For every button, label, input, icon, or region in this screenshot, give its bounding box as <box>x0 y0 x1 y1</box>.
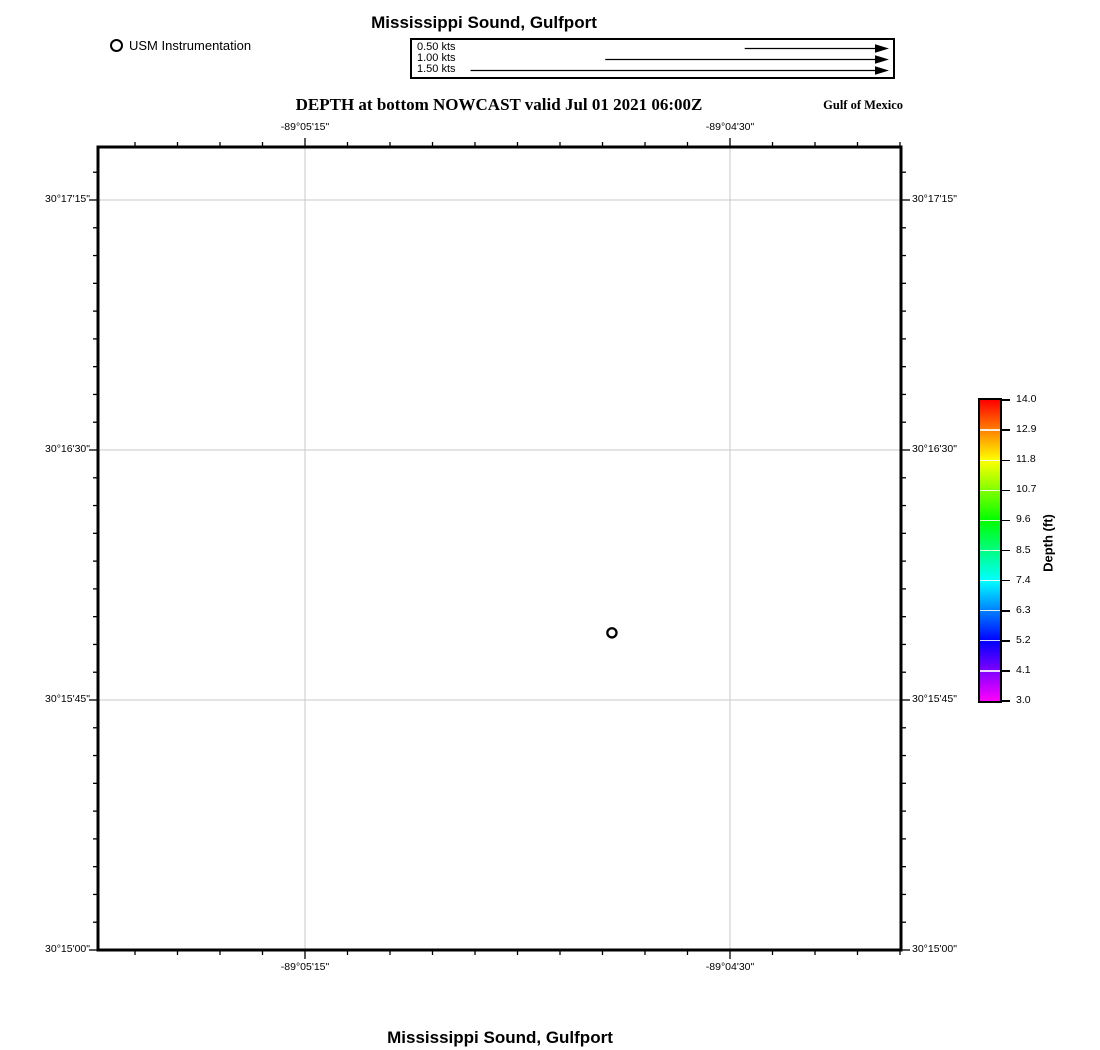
colorbar-tick <box>1002 640 1010 642</box>
x-tick-label-bottom: -89°04'30" <box>705 961 755 973</box>
colorbar-tick <box>1002 610 1010 612</box>
plot-subtitle: DEPTH at bottom NOWCAST valid Jul 01 2021 06:00Z <box>295 95 703 114</box>
station-legend <box>110 38 251 53</box>
colorbar-divider <box>980 490 1000 491</box>
colorbar-tick-label: 7.4 <box>1016 573 1031 586</box>
speed-scale-arrows <box>412 40 893 77</box>
station-marker <box>607 628 616 637</box>
colorbar-tick <box>1002 670 1010 672</box>
speed-scale-entry: 0.50 kts <box>417 41 456 53</box>
y-tick-label-left: 30°15'45" <box>45 693 90 705</box>
colorbar-divider <box>980 520 1000 521</box>
speed-scale-box <box>410 38 895 79</box>
colorbar-tick <box>1002 429 1010 431</box>
colorbar-tick <box>1002 520 1010 522</box>
speed-arrow-head-icon <box>875 55 889 64</box>
colorbar-tick-label: 3.0 <box>1016 694 1031 706</box>
colorbar-tick <box>1002 550 1010 552</box>
x-tick-label-top: -89°05'15" <box>280 121 330 133</box>
colorbar-tick-label: 4.1 <box>1016 663 1031 676</box>
colorbar-tick-label: 9.6 <box>1016 513 1031 526</box>
y-tick-label-left: 30°17'15" <box>45 193 90 205</box>
x-tick-label-bottom: -89°05'15" <box>280 961 330 973</box>
colorbar-divider <box>980 460 1000 461</box>
page-title: Mississippi Sound, Gulfport <box>371 13 597 32</box>
colorbar-divider <box>980 580 1000 581</box>
y-tick-label-right: 30°17'15" <box>912 193 957 205</box>
colorbar-divider <box>980 550 1000 551</box>
map-border <box>98 147 901 950</box>
map-grid <box>88 137 912 961</box>
colorbar-tick-label: 6.3 <box>1016 603 1031 616</box>
open-circle-icon <box>110 39 123 52</box>
y-tick-label-right: 30°15'00" <box>912 943 957 955</box>
colorbar-tick <box>1002 460 1010 462</box>
colorbar-tick <box>1002 700 1010 702</box>
colorbar-axis-label: Depth (ft) <box>1040 514 1056 572</box>
colorbar-tick <box>1002 490 1010 492</box>
colorbar-tick-label: 8.5 <box>1016 543 1031 556</box>
colorbar-tick-label: 14.0 <box>1016 393 1037 405</box>
region-label: Gulf of Mexico <box>823 98 903 112</box>
colorbar-divider <box>980 429 1000 430</box>
y-tick-label-left: 30°16'30" <box>45 443 90 455</box>
colorbar-divider <box>980 670 1000 671</box>
y-tick-label-right: 30°15'45" <box>912 693 957 705</box>
speed-arrow-head-icon <box>875 44 889 53</box>
y-tick-label-right: 30°16'30" <box>912 443 957 455</box>
speed-arrow-head-icon <box>875 66 889 75</box>
map-plot <box>88 137 912 961</box>
speed-scale-entry: 1.50 kts <box>417 63 456 75</box>
colorbar-divider <box>980 640 1000 641</box>
colorbar-tick-label: 11.8 <box>1016 453 1036 466</box>
colorbar-divider <box>980 610 1000 611</box>
colorbar-tick <box>1002 580 1010 582</box>
footer-title: Mississippi Sound, Gulfport <box>387 1028 613 1047</box>
colorbar-tick <box>1002 399 1010 401</box>
colorbar <box>978 398 1002 703</box>
station-legend-label: USM Instrumentation <box>129 38 252 53</box>
y-tick-label-left: 30°15'00" <box>45 943 90 955</box>
x-tick-label-top: -89°04'30" <box>705 121 755 133</box>
speed-scale-entry: 1.00 kts <box>417 52 456 64</box>
colorbar-tick-label: 10.7 <box>1016 483 1037 496</box>
colorbar-tick-label: 12.9 <box>1016 423 1037 436</box>
colorbar-tick-label: 5.2 <box>1016 633 1031 646</box>
